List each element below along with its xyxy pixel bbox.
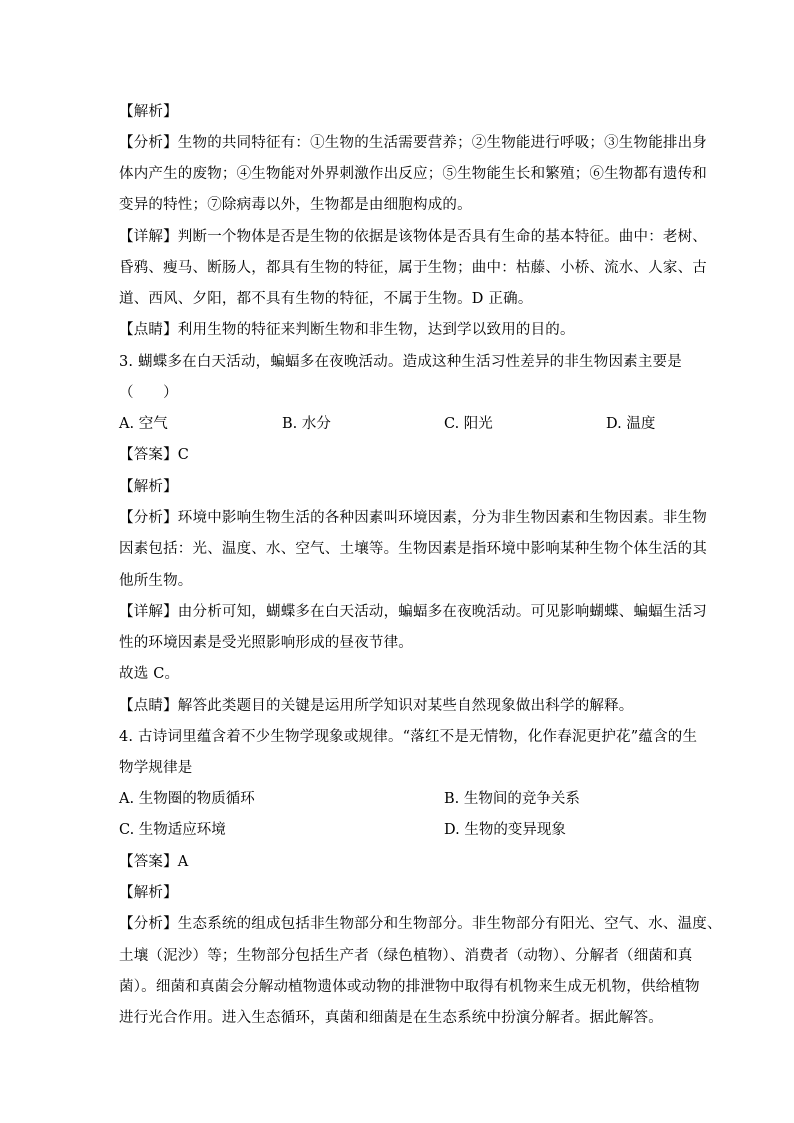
analysis-paragraph: 土壤（泥沙）等；生物部分包括生产者（绿色植物）、消费者（动物）、分解者（细菌和真 bbox=[119, 948, 693, 964]
question-3-blank: （ ） bbox=[119, 385, 178, 401]
q3-option-b: B. 水分 bbox=[282, 416, 331, 432]
detail-paragraph: 【详解】由分析可知，蝴蝶多在白天活动，蝙蝠多在夜晚活动。可见影响蝴蝶、蝙蝠生活习 bbox=[119, 604, 707, 620]
q3-option-c: C. 阳光 bbox=[444, 416, 493, 432]
choice-line: 故选 C。 bbox=[119, 666, 180, 682]
answer-line: 【答案】C bbox=[119, 447, 190, 463]
q4-option-c: C. 生物适应环境 bbox=[119, 822, 226, 838]
detail-paragraph: 昏鸦、瘦马、断肠人，都具有生物的特征，属于生物；曲中：枯藤、小桥、流水、人家、古 bbox=[119, 260, 707, 276]
comment-paragraph: 【点睛】利用生物的特征来判断生物和非生物，达到学以致用的目的。 bbox=[119, 322, 575, 338]
q3-option-a: A. 空气 bbox=[119, 416, 168, 432]
analysis-paragraph: 进行光合作用。进入生态循环，真菌和细菌是在生态系统中扮演分解者。据此解答。 bbox=[119, 1010, 663, 1026]
q4-option-a: A. 生物圈的物质循环 bbox=[119, 791, 255, 807]
q3-option-d: D. 温度 bbox=[606, 416, 656, 432]
question-3-stem: 3. 蝴蝶多在白天活动，蝙蝠多在夜晚活动。造成这种生活习性差异的非生物因素主要是 bbox=[119, 354, 682, 370]
analysis-paragraph: 【分析】生物的共同特征有：①生物的生活需要营养；②生物能进行呼吸；③生物能排出身 bbox=[119, 135, 707, 151]
q4-option-d: D. 生物的变异现象 bbox=[444, 822, 566, 838]
comment-paragraph: 【点睛】解答此类题目的关键是运用所学知识对某些自然现象做出科学的解释。 bbox=[119, 698, 634, 714]
answer-line: 【答案】A bbox=[119, 854, 189, 870]
section-heading-analysis: 【解析】 bbox=[119, 479, 178, 495]
analysis-paragraph: 体内产生的废物；④生物能对外界刺激作出反应；⑤生物能生长和繁殖；⑥生物都有遗传和 bbox=[119, 166, 707, 182]
analysis-paragraph: 菌）。细菌和真菌会分解动植物遗体或动物的排泄物中取得有机物来生成无机物，供给植物 bbox=[119, 979, 700, 995]
analysis-paragraph: 因素包括：光、温度、水、空气、土壤等。生物因素是指环境中影响某种生物个体生活的其 bbox=[119, 541, 707, 557]
analysis-paragraph: 他所生物。 bbox=[119, 573, 193, 589]
section-heading-analysis: 【解析】 bbox=[119, 885, 178, 901]
analysis-paragraph: 【分析】生态系统的组成包括非生物部分和生物部分。非生物部分有阳光、空气、水、温度、 bbox=[119, 916, 722, 932]
q4-option-b: B. 生物间的竞争关系 bbox=[444, 791, 580, 807]
question-4-stem: 物学规律是 bbox=[119, 760, 193, 776]
section-heading-analysis: 【解析】 bbox=[119, 104, 178, 120]
question-4-stem: 4. 古诗词里蕴含着不少生物学现象或规律。“落红不是无情物，化作春泥更护花”蕴含的生 bbox=[119, 729, 698, 745]
analysis-paragraph: 【分析】环境中影响生物生活的各种因素叫环境因素，分为非生物因素和生物因素。非生物 bbox=[119, 510, 707, 526]
detail-paragraph: 道、西风、夕阳，都不具有生物的特征，不属于生物。D 正确。 bbox=[119, 291, 533, 307]
detail-paragraph: 【详解】判断一个物体是否是生物的依据是该物体是否具有生命的基本特征。曲中：老树、 bbox=[119, 229, 707, 245]
analysis-paragraph: 变异的特性；⑦除病毒以外，生物都是由细胞构成的。 bbox=[119, 197, 472, 213]
detail-paragraph: 性的环境因素是受光照影响形成的昼夜节律。 bbox=[119, 635, 413, 651]
